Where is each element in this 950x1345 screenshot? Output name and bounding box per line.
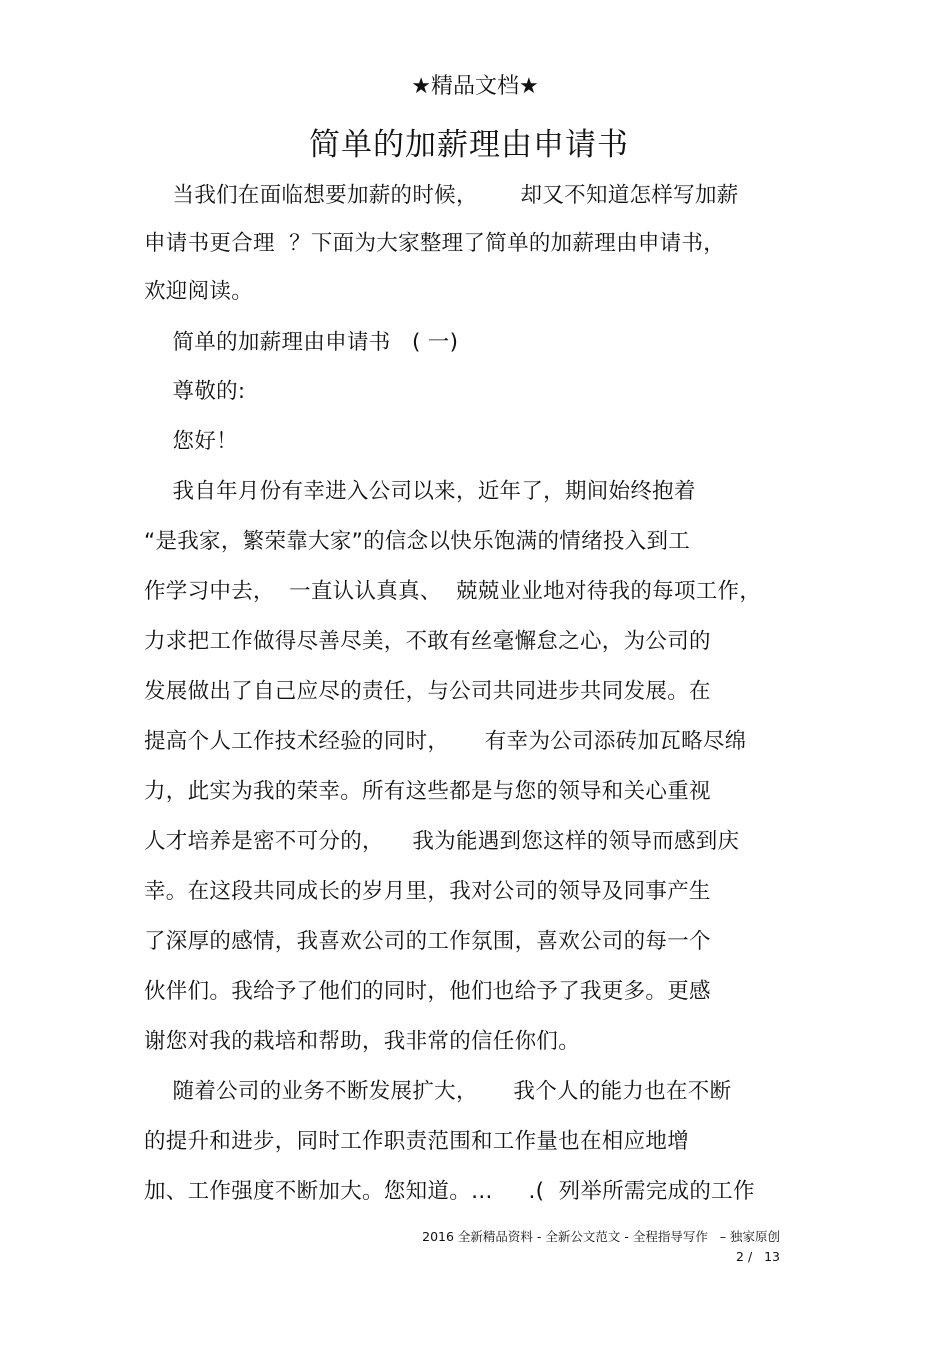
body-line: 加、工作强度不断加大。您知道。… .( 列举所需完成的工作 [144, 1179, 755, 1204]
body-line: 幸。在这段共同成长的岁月里，我对公司的领导及同事产生 [144, 879, 711, 904]
body-line: 随着公司的业务不断发展扩大， 我个人的能力也在不断 [144, 1079, 732, 1104]
body-line: 提高个人工作技术经验的同时， 有幸为公司添砖加瓦略尽绵 [144, 729, 747, 754]
salutation: 尊敬的: [144, 379, 246, 404]
body-line: 了深厚的感情，我喜欢公司的工作氛围，喜欢公司的每一个 [144, 929, 711, 954]
footer-note: 2016 全新精品资料 - 全新公文范文 - 全程指导写作 – 独家原创 [422, 1229, 780, 1244]
greeting: 您好！ [144, 429, 238, 454]
section-heading: 简单的加薪理由申请书 ( 一) [144, 330, 459, 355]
document-title: 简单的加薪理由申请书 [309, 127, 629, 163]
body-line: 人才培养是密不可分的， 我为能遇到您这样的领导而感到庆 [144, 829, 740, 854]
body-line: 谢您对我的栽培和帮助，我非常的信任你们。 [144, 1029, 581, 1054]
body-line: 伙伴们。我给予了他们的同时，他们也给予了我更多。更感 [144, 979, 711, 1004]
body-line: 发展做出了自己应尽的责任，与公司共同进步共同发展。在 [144, 679, 711, 704]
body-line: 力，此实为我的荣幸。所有这些都是与您的领导和关心重视 [144, 779, 711, 804]
body-line: 我自年月份有幸进入公司以来，近年了，期间始终抱着 [144, 479, 696, 504]
body-line: 作学习中去， 一直认认真真、 兢兢业业地对待我的每项工作， [144, 579, 762, 604]
body-line: 的提升和进步，同时工作职责范围和工作量也在相应地增 [144, 1129, 690, 1154]
body-line: 申请书更合理 ？下面为大家整理了简单的加薪理由申请书， [144, 231, 726, 256]
body-line: 当我们在面临想要加薪的时候， 却又不知道怎样写加薪 [144, 183, 739, 208]
header-mark: ★精品文档★ [411, 74, 539, 99]
body-line: 力求把工作做得尽善尽美，不敢有丝毫懈怠之心，为公司的 [144, 629, 711, 654]
page-number: 2 / 13 [736, 1249, 780, 1264]
body-line: 欢迎阅读。 [144, 279, 254, 304]
body-line: “是我家，繁荣靠大家”的信念以快乐饱满的情绪投入到工 [144, 529, 691, 554]
